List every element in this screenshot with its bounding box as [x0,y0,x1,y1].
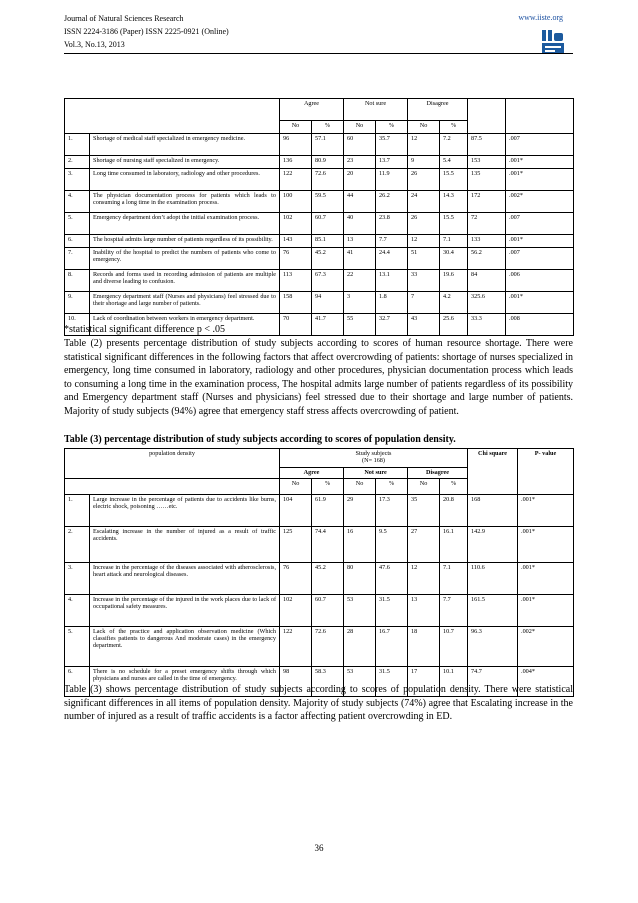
table2-value-cell: 41.7 [312,314,344,336]
table2-value-cell: 25.6 [440,314,468,336]
table3-header-not-sure: Not sure [344,468,408,479]
table2-value-cell: 15.5 [440,169,468,191]
table2-row [65,248,574,270]
table3-row [65,595,574,627]
paragraph-table3-summary: Table (3) shows percentage distribution of study subjects according to scores of population density. There were statistical significant differences in all items of population density. Majority of study subjects (74%) agree that Escalating increase in the number of injured as a result of traffic accidents is a factor affecting patient overcrowding in ED. [64,684,573,723]
table2-value-cell: .001* [506,292,574,314]
table2-header-chi [468,99,506,134]
table3-value-cell: 31.5 [376,595,408,627]
table2-value-cell: 32.7 [376,314,408,336]
table3-value-cell: 31.5 [376,667,408,697]
table3-subheader-cell: No [408,479,440,495]
journal-volume: Vol.3, No.13, 2013 [64,40,125,49]
journal-title: Journal of Natural Sciences Research [64,14,184,23]
table3-value-cell: 161.5 [468,595,518,627]
table2-value-cell: 13.7 [376,156,408,169]
table2-value-cell: 7 [408,292,440,314]
table3-value-cell: .001* [518,595,574,627]
table-2 [64,98,574,336]
table3-row-item: Large increase in the percentage of patients due to accidents like burns, electric shock, poisoning ……etc. [90,495,280,527]
table3-value-cell: .001* [518,495,574,527]
table2-value-cell: 20 [344,169,376,191]
table3-value-cell: 60.7 [312,595,344,627]
table2-value-cell: 59.5 [312,191,344,213]
table3-value-cell: 16 [344,527,376,563]
table2-value-cell: 35.7 [376,134,408,156]
table2-value-cell: .007 [506,248,574,270]
table2-value-cell: 24 [408,191,440,213]
journal-url-link[interactable]: www.iiste.org [518,13,563,22]
table2-value-cell: 100 [280,191,312,213]
table3-value-cell: .001* [518,563,574,595]
table2-row-number: 8. [65,270,90,292]
table2-value-cell: 70 [280,314,312,336]
table2-value-cell: 44 [344,191,376,213]
table2-value-cell: 7.1 [440,235,468,248]
table2-row [65,169,574,191]
table3-value-cell: 110.6 [468,563,518,595]
table2-value-cell: 3 [344,292,376,314]
table2-subheader-cell: No [280,121,312,134]
table2-row-item: Records and forms used in recording admission of patients are multiple and diverse leading to confusion. [90,270,280,292]
table2-value-cell: 13 [344,235,376,248]
table2-row-number: 6. [65,235,90,248]
table2-value-cell: 158 [280,292,312,314]
table3-value-cell: .004* [518,667,574,697]
table2-row-item: Lack of coordination between workers in emergency department. [90,314,280,336]
table2-header-p [506,99,574,134]
table2-value-cell: 14.3 [440,191,468,213]
table2-row-number: 5. [65,213,90,235]
table2-value-cell: 11.9 [376,169,408,191]
table3-value-cell: 104 [280,495,312,527]
table2-value-cell: .006 [506,270,574,292]
table2-value-cell: 51 [408,248,440,270]
table2-value-cell: 72 [468,213,506,235]
table3-row [65,527,574,563]
table2-value-cell: 1.8 [376,292,408,314]
table2-value-cell: .008 [506,314,574,336]
table3-row-number: 5. [65,627,90,667]
table3-row-number: 6. [65,667,90,697]
table3-value-cell: 102 [280,595,312,627]
table3-subheader-cell: % [312,479,344,495]
table3-row [65,627,574,667]
table2-value-cell: 60.7 [312,213,344,235]
table2-value-cell: 76 [280,248,312,270]
table2-row-item: Shortage of nursing staff specialized in emergency. [90,156,280,169]
table3-header-p-value: P- value [518,449,574,495]
table3-value-cell: 28 [344,627,376,667]
table3-value-cell: 7.1 [440,563,468,595]
table2-value-cell: .001* [506,169,574,191]
table2-row-item: Shortage of medical staff specialized in emergency medicine. [90,134,280,156]
table-3 [64,448,574,697]
table3-value-cell: 7.7 [440,595,468,627]
table2-value-cell: .001* [506,235,574,248]
table2-row-item: Long time consumed in laboratory, radiology and other procedures. [90,169,280,191]
table2-subheader-cell: % [312,121,344,134]
table3-row-item: There is no schedule for a preset emergency shifts through which physicians and nurses are called in the time of emergency. [90,667,280,697]
table2-value-cell: 30.4 [440,248,468,270]
table3-value-cell: 53 [344,595,376,627]
table2-row-item: Emergency department staff (Nurses and physicians) feel stressed due to their shortage and large number of patients. [90,292,280,314]
table3-value-cell: 18 [408,627,440,667]
table3-subheader-cell: % [376,479,408,495]
table3-value-cell: 74.7 [468,667,518,697]
table2-value-cell: 102 [280,213,312,235]
table3-value-cell: 29 [344,495,376,527]
table3-header-study-subjects [280,449,468,468]
table2-row [65,213,574,235]
table2-value-cell: 22 [344,270,376,292]
table2-row-number: 9. [65,292,90,314]
table3-empty-sub [65,479,280,495]
table2-row [65,270,574,292]
iiste-logo-icon [540,28,566,56]
table2-row [65,292,574,314]
table3-value-cell: 12 [408,563,440,595]
table3-value-cell: .002* [518,627,574,667]
table2-value-cell: 4.2 [440,292,468,314]
table2-subheader-cell: No [344,121,376,134]
table3-value-cell: 10.7 [440,627,468,667]
table3-row [65,495,574,527]
table2-value-cell: 133 [468,235,506,248]
table3-value-cell: 45.2 [312,563,344,595]
table2-header-not-sure: Not sure [344,99,408,121]
table3-caption: Table (3) percentage distribution of study subjects according to scores of population density. [64,434,456,445]
table3-subheader-cell: No [280,479,312,495]
footnote: *statistical significant difference p < .05 [64,324,225,335]
table2-row [65,191,574,213]
table2-value-cell: .007 [506,213,574,235]
table2-row-number: 3. [65,169,90,191]
table2-row-number: 7. [65,248,90,270]
table3-value-cell: 98 [280,667,312,697]
table3-value-cell: .001* [518,527,574,563]
table3-row-item: Increase in the percentage of the injured in the work places due to lack of occupational safety measures. [90,595,280,627]
table3-value-cell: 80 [344,563,376,595]
table3-value-cell: 47.6 [376,563,408,595]
table3-value-cell: 53 [344,667,376,697]
table2-value-cell: 122 [280,169,312,191]
page-number: 36 [314,843,324,853]
table2-header-disagree: Disagree [408,99,468,121]
table3-value-cell: 122 [280,627,312,667]
table3-row-item: Escalating increase in the number of injured as a result of traffic accidents. [90,527,280,563]
table2-value-cell: 33.3 [468,314,506,336]
table2-value-cell: 85.1 [312,235,344,248]
table2-value-cell: 135 [468,169,506,191]
table2-subheader-cell: % [376,121,408,134]
table3-value-cell: 74.4 [312,527,344,563]
table2-value-cell: 43 [408,314,440,336]
table3-value-cell: 27 [408,527,440,563]
table3-row-number: 4. [65,595,90,627]
table2-value-cell: .007 [506,134,574,156]
table2-value-cell: 7.2 [440,134,468,156]
table2-value-cell: 172 [468,191,506,213]
table3-value-cell: 142.9 [468,527,518,563]
table2-value-cell: 153 [468,156,506,169]
table3-value-cell: 13 [408,595,440,627]
table2-subheader-cell: % [440,121,468,134]
table2-value-cell: 5.4 [440,156,468,169]
table3-subheader-cell: % [440,479,468,495]
table3-value-cell: 96.3 [468,627,518,667]
table3-value-cell: 17.3 [376,495,408,527]
table3-header-population: population density [65,449,280,479]
table2-value-cell: 87.5 [468,134,506,156]
journal-issn: ISSN 2224-3186 (Paper) ISSN 2225-0921 (Online) [64,27,229,36]
table2-value-cell: 12 [408,134,440,156]
table2-value-cell: 15.5 [440,213,468,235]
table2-value-cell: 84 [468,270,506,292]
table2-value-cell: 13.1 [376,270,408,292]
table3-value-cell: 72.6 [312,627,344,667]
table2-value-cell: 41 [344,248,376,270]
table3-value-cell: 168 [468,495,518,527]
table2-subheader-cell: No [408,121,440,134]
table2-value-cell: 96 [280,134,312,156]
table2-row-number: 10. [65,314,90,336]
table3-header-chi: Chi square [468,449,518,495]
table2-value-cell: 9 [408,156,440,169]
table2-value-cell: 26.2 [376,191,408,213]
table3-value-cell: 35 [408,495,440,527]
table2-value-cell: 26 [408,213,440,235]
table2-value-cell: 325.6 [468,292,506,314]
table2-row [65,134,574,156]
table2-value-cell: 113 [280,270,312,292]
table3-header-disagree: Disagree [408,468,468,479]
table2-value-cell: 23.8 [376,213,408,235]
table3-row-item: Lack of the practice and application observation medicine (Which classifies patients to dangerous And moderate cases) in the emergency department. [90,627,280,667]
table2-value-cell: 72.6 [312,169,344,191]
table2-value-cell: 55 [344,314,376,336]
table3-value-cell: 16.7 [376,627,408,667]
table2-row-number: 1. [65,134,90,156]
table3-value-cell: 16.1 [440,527,468,563]
table3-header-agree: Agree [280,468,344,479]
table2-row-item: Inability of the hospital to predict the numbers of patients who come to emergency. [90,248,280,270]
table3-study-subjects-n: (N= 168) [362,457,385,464]
table2-value-cell: 94 [312,292,344,314]
table2-value-cell: 57.1 [312,134,344,156]
table3-value-cell: 9.5 [376,527,408,563]
table2-row [65,235,574,248]
paragraph-table2-summary: Table (2) presents percentage distribution of study subjects according to scores of human resource shortage. There were statistical significant differences in the following factors that affect overcrowding of patients: shortage of nurses specialized in emergency, long time consumed in laboratory, radiology and other procedures, physician documentation process which leads to consuming a long time in the examination process, The hospital admits large number of patients regardless of its possibility and Emergency department staff (Nurses and physicians) feel stressed due to their shortage and large number of patients. Majority of study subjects (94%) agree that emergency staff stress affects overcrowding of patient. [64,338,573,417]
table2-value-cell: 143 [280,235,312,248]
table3-value-cell: 10.1 [440,667,468,697]
table2-value-cell: 45.2 [312,248,344,270]
table3-subheader-cell: No [344,479,376,495]
table3-value-cell: 20.8 [440,495,468,527]
table3-value-cell: 125 [280,527,312,563]
table3-row-number: 2. [65,527,90,563]
table2-value-cell: 24.4 [376,248,408,270]
table3-row-item: Increase in the percentage of the diseases associated with atherosclerosis, heart attack and neurological diseases. [90,563,280,595]
table2-header-agree: Agree [280,99,344,121]
table2-value-cell: 67.3 [312,270,344,292]
table2-value-cell: 136 [280,156,312,169]
table2-row-item: Emergency department don’t adopt the initial examination process. [90,213,280,235]
table3-value-cell: 17 [408,667,440,697]
table2-value-cell: 19.6 [440,270,468,292]
table3-value-cell: 58.3 [312,667,344,697]
table2-value-cell: 80.9 [312,156,344,169]
table2-value-cell: 12 [408,235,440,248]
table2-row-item: The hospital admits large number of patients regardless of its possibility. [90,235,280,248]
table2-value-cell: 33 [408,270,440,292]
table2-empty-header [65,99,280,134]
header-rule [64,53,573,54]
table3-value-cell: 76 [280,563,312,595]
table2-value-cell: 26 [408,169,440,191]
table2-value-cell: 23 [344,156,376,169]
table3-row-number: 1. [65,495,90,527]
table3-row [65,563,574,595]
table3-study-subjects-label: Study subjects [355,450,392,457]
table2-value-cell: 60 [344,134,376,156]
table2-value-cell: 56.2 [468,248,506,270]
table2-row-number: 2. [65,156,90,169]
table2-row [65,156,574,169]
table2-value-cell: 40 [344,213,376,235]
table2-value-cell: .001* [506,156,574,169]
table2-value-cell: 7.7 [376,235,408,248]
table2-value-cell: .002* [506,191,574,213]
table3-value-cell: 61.9 [312,495,344,527]
table2-row-number: 4. [65,191,90,213]
table2-row-item: The physician documentation process for patients which leads to consuming a long time in the examination process. [90,191,280,213]
table3-row-number: 3. [65,563,90,595]
